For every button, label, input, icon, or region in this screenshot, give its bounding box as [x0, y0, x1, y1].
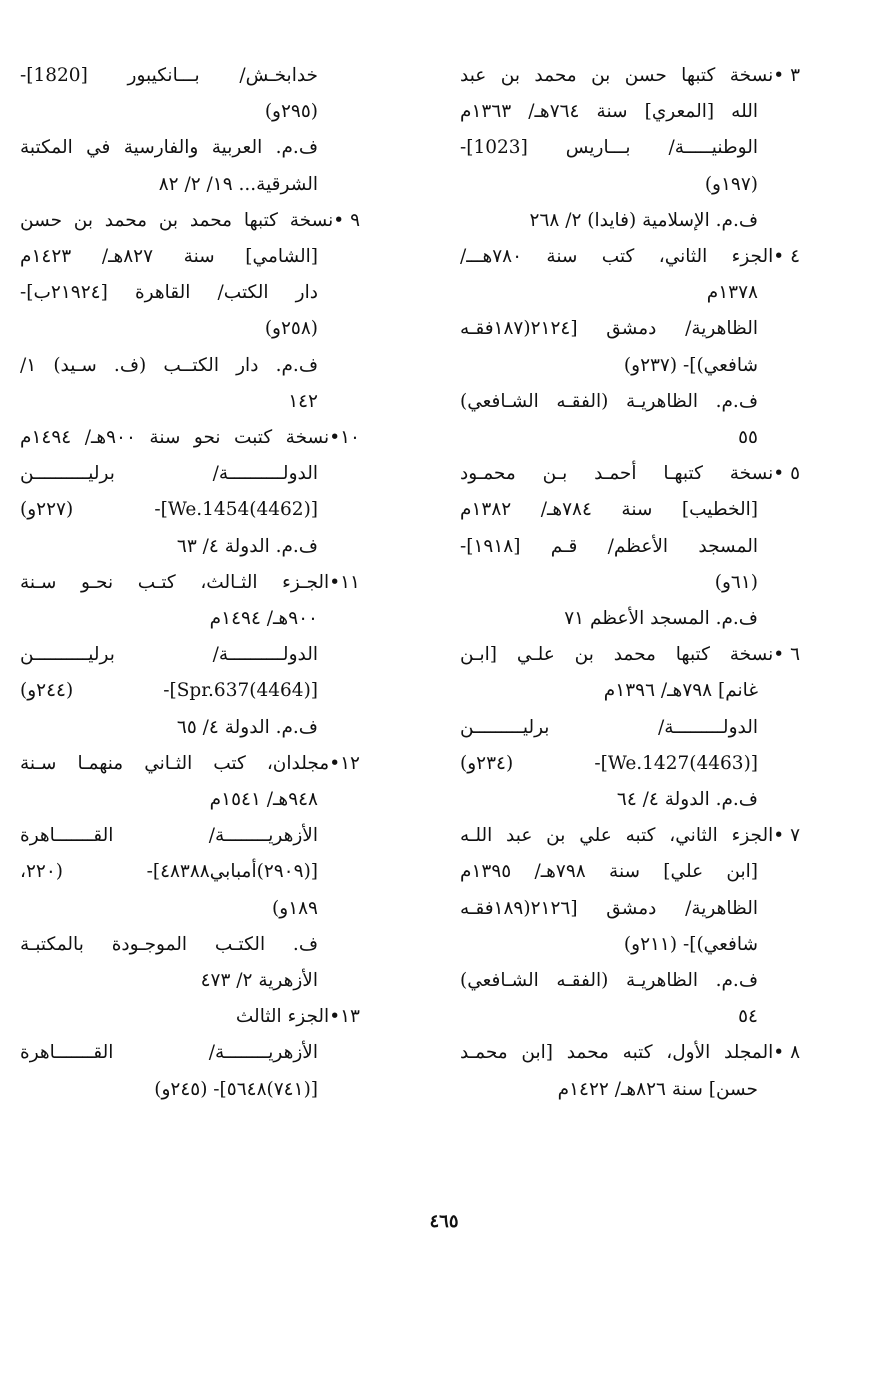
- catalog-entry: [20, 58, 360, 203]
- entry-line: [460, 420, 800, 456]
- entry-text: الوطنيـــــة/ بـــاريس [1023]-: [460, 137, 758, 159]
- entry-text: ف.م. الإسلامية (فايدا) ٢/ ٢٦٨: [529, 209, 758, 231]
- entry-line: [460, 130, 800, 166]
- entry-line: [460, 1035, 800, 1071]
- entry-text: مجلدان، كتب الثـاني منهمـا سـنة: [20, 752, 330, 774]
- entry-text: ٩٤٨هـ/ ١٥٤١م: [209, 789, 318, 811]
- entry-number: ٩ •: [333, 209, 360, 231]
- entry-text: شافعي)]- (٢١١و): [623, 933, 758, 955]
- entry-line: [20, 710, 360, 746]
- entry-text: نسخة كتبها محمد بن علـي [ابـن: [460, 644, 774, 666]
- entry-text: ٥٥: [738, 427, 758, 449]
- entry-text: الشرقية... ١٩/ ٢/ ٨٢: [158, 173, 318, 195]
- catalog-entry: [460, 239, 800, 456]
- entry-line: [20, 239, 360, 275]
- entry-line: [460, 601, 800, 637]
- catalog-entry: [460, 637, 800, 818]
- entry-text: ٥٤: [738, 1006, 758, 1028]
- entry-line: [20, 1035, 360, 1071]
- entry-line: [460, 1072, 800, 1108]
- entry-line: [460, 818, 800, 854]
- entry-text: المجلد الأول، كتبه محمد [ابن محمـد: [460, 1042, 774, 1064]
- entry-text: ف.م. الدولة ٤/ ٦٣: [176, 535, 318, 557]
- entry-text: خدابخـش/ بـــانكيبور [1820]-: [20, 65, 318, 86]
- entry-number: ٧ •: [773, 825, 800, 847]
- entry-text: ١٣٧٨م: [706, 282, 758, 304]
- entry-text: حسن] سنة ٨٢٦هـ/ ١٤٢٢م: [557, 1078, 758, 1100]
- entry-text: ف.م. الدولة ٤/ ٦٥: [176, 716, 318, 738]
- entry-line: [460, 854, 800, 890]
- entry-line: [20, 275, 360, 311]
- page-number: ٤٦٥: [429, 1211, 459, 1232]
- entry-text: الجزء الثاني، كتب سنة ٧٨٠هـــ/: [460, 246, 774, 268]
- entry-line: [460, 94, 800, 130]
- entry-line: [460, 275, 800, 311]
- entry-line: [460, 167, 800, 203]
- entry-line: [20, 492, 360, 528]
- entry-text: نسخة كتبها حسن بن محمد بن عبد: [460, 65, 774, 86]
- entry-line: [20, 384, 360, 420]
- entry-text: المسجد الأعظم/ قـم [١٩١٨]-: [460, 535, 758, 557]
- entry-text: ف.م. دار الكتــب (ف. سـيد) ١/: [20, 354, 318, 376]
- entry-number: ١١•: [329, 571, 360, 593]
- entry-text: [الشامي] سنة ٨٢٧هـ/ ١٤٢٣م: [20, 246, 318, 268]
- catalog-entry: [20, 565, 360, 746]
- entry-text: [الخطيب] سنة ٧٨٤هـ/ ١٣٨٢م: [460, 499, 758, 521]
- entry-line: [20, 854, 360, 890]
- entry-line: [20, 529, 360, 565]
- catalog-entry: [460, 58, 800, 239]
- catalog-entry: [20, 999, 360, 1108]
- entry-line: [20, 746, 360, 782]
- entry-number: ٤ •: [773, 246, 800, 268]
- entry-text: الأزهريــــــــة/ القـــــــاهرة: [20, 1042, 318, 1064]
- entry-text: [ابن علي] سنة ٧٩٨هـ/ ١٣٩٥م: [460, 861, 758, 883]
- catalog-entry: [460, 456, 800, 637]
- entry-text: [(4464)Spr.637]- (٢٤٤و): [20, 680, 318, 702]
- entry-text: [(٢٩٠٩)أمبابي٤٨٣٨٨]- (٢٢٠،: [20, 861, 318, 883]
- catalog-entry: [460, 1035, 800, 1107]
- entry-line: [460, 637, 800, 673]
- entry-line: [460, 492, 800, 528]
- entry-line: [460, 529, 800, 565]
- entry-line: [20, 203, 360, 239]
- entry-line: [20, 565, 360, 601]
- entry-line: [20, 818, 360, 854]
- left-column: [20, 58, 360, 1108]
- entry-line: [20, 891, 360, 927]
- entry-number: ٣ •: [773, 65, 800, 86]
- entry-line: [20, 963, 360, 999]
- entry-line: [460, 782, 800, 818]
- entry-text: الجـزء الثـالث، كتـب نحـو سـنة: [20, 571, 330, 593]
- entry-text: شافعي)]- (٢٣٧و): [623, 354, 758, 376]
- entry-line: [20, 420, 360, 456]
- entry-text: [(4462)We.1454]- (٢٢٧و): [20, 499, 318, 521]
- entry-text: ف. الكتـب الموجـودة بالمكتبـة: [20, 933, 318, 955]
- entry-text: ف.م. المسجد الأعظم ٧١: [564, 608, 758, 630]
- entry-text: (١٩٧و): [704, 173, 758, 195]
- entry-number: ١٣•: [329, 1006, 360, 1028]
- entry-line: [460, 456, 800, 492]
- entry-line: [460, 673, 800, 709]
- entry-line: [460, 746, 800, 782]
- right-column: [460, 58, 800, 1108]
- entry-line: [460, 999, 800, 1035]
- catalog-entry: [460, 818, 800, 1035]
- entry-line: [460, 891, 800, 927]
- entry-line: [20, 1072, 360, 1108]
- entry-text: ف.م. العربية والفارسية في المكتبة: [20, 137, 318, 159]
- entry-number: ٦ •: [773, 644, 800, 666]
- entry-line: [20, 673, 360, 709]
- entry-text: (٦١و): [714, 571, 758, 593]
- entry-text: ١٤٢: [288, 390, 318, 412]
- entry-text: (٢٩٥و): [264, 101, 318, 123]
- entry-text: الجزء الثاني، كتبه علي بن عبد اللـه: [460, 825, 774, 847]
- catalog-entry: [20, 746, 360, 999]
- entry-line: [460, 384, 800, 420]
- entry-line: [20, 58, 360, 94]
- entry-text: ف.م. الظاهريـة (الفقـه الشـافعي): [460, 970, 758, 992]
- entry-text: دار الكتب/ القاهرة [٢١٩٢٤ب]-: [20, 282, 318, 304]
- entry-line: [460, 311, 800, 347]
- entry-line: [460, 710, 800, 746]
- entry-line: [20, 999, 360, 1035]
- entry-line: [460, 927, 800, 963]
- entry-line: [20, 130, 360, 166]
- entry-text: نسخة كتبت نحو سنة ٩٠٠هـ/ ١٤٩٤م: [20, 427, 330, 449]
- entry-text: [(٧٤١)٥٦٤٨]- (٢٤٥و): [154, 1078, 318, 1100]
- entry-text: الأزهرية ٢/ ٤٧٣: [200, 970, 318, 992]
- entry-text: (٢٥٨و): [264, 318, 318, 340]
- entry-line: [460, 565, 800, 601]
- entry-line: [460, 963, 800, 999]
- entry-line: [20, 927, 360, 963]
- catalog-entry: [20, 420, 360, 565]
- entry-number: ١٠•: [329, 427, 360, 449]
- entry-line: [460, 348, 800, 384]
- entry-text: الدولــــــــــة/ برليــــــــــن: [20, 644, 318, 666]
- entry-text: الدولـــــــــة/ برليـــــــــن: [460, 716, 758, 738]
- entry-text: الظاهرية/ دمشق [٢١٢٤(١٨٧فقـه: [460, 318, 758, 340]
- entry-text: ف.م. الدولة ٤/ ٦٤: [616, 789, 758, 811]
- entry-line: [20, 637, 360, 673]
- entry-text: ٩٠٠هـ/ ١٤٩٤م: [209, 608, 318, 630]
- entry-line: [20, 456, 360, 492]
- entry-number: ٨ •: [773, 1042, 800, 1064]
- entry-text: الظاهرية/ دمشق [٢١٢٦(١٨٩فقـه: [460, 897, 758, 919]
- entry-text: ف.م. الظاهريـة (الفقـه الشـافعي): [460, 390, 758, 412]
- entry-line: [460, 58, 800, 94]
- catalog-entry: [20, 203, 360, 420]
- entry-text: ١٨٩و): [272, 897, 318, 919]
- entry-text: نسخة كتبها محمد بن محمد بن حسن: [20, 209, 334, 231]
- entry-line: [20, 311, 360, 347]
- entry-line: [20, 94, 360, 130]
- entry-text: الجزء الثالث: [235, 1006, 330, 1028]
- entry-line: [460, 239, 800, 275]
- entry-text: غانم] ٧٩٨هـ/ ١٣٩٦م: [603, 680, 758, 702]
- entry-line: [20, 782, 360, 818]
- entry-number: ١٢•: [329, 752, 360, 774]
- entry-line: [20, 601, 360, 637]
- entry-number: ٥ •: [773, 463, 800, 485]
- entry-text: الله [المعري] سنة ٧٦٤هـ/ ١٣٦٣م: [460, 101, 758, 123]
- entry-line: [20, 348, 360, 384]
- entry-text: الأزهريــــــــة/ القـــــــاهرة: [20, 825, 318, 847]
- entry-text: نسخة كتبهـا أحمـد بـن محمـود: [460, 463, 774, 485]
- entry-line: [20, 167, 360, 203]
- entry-text: الدولــــــــــة/ برليــــــــــن: [20, 463, 318, 485]
- entry-text: [(4463)We.1427]- (٢٣٤و): [460, 752, 758, 774]
- entry-line: [460, 203, 800, 239]
